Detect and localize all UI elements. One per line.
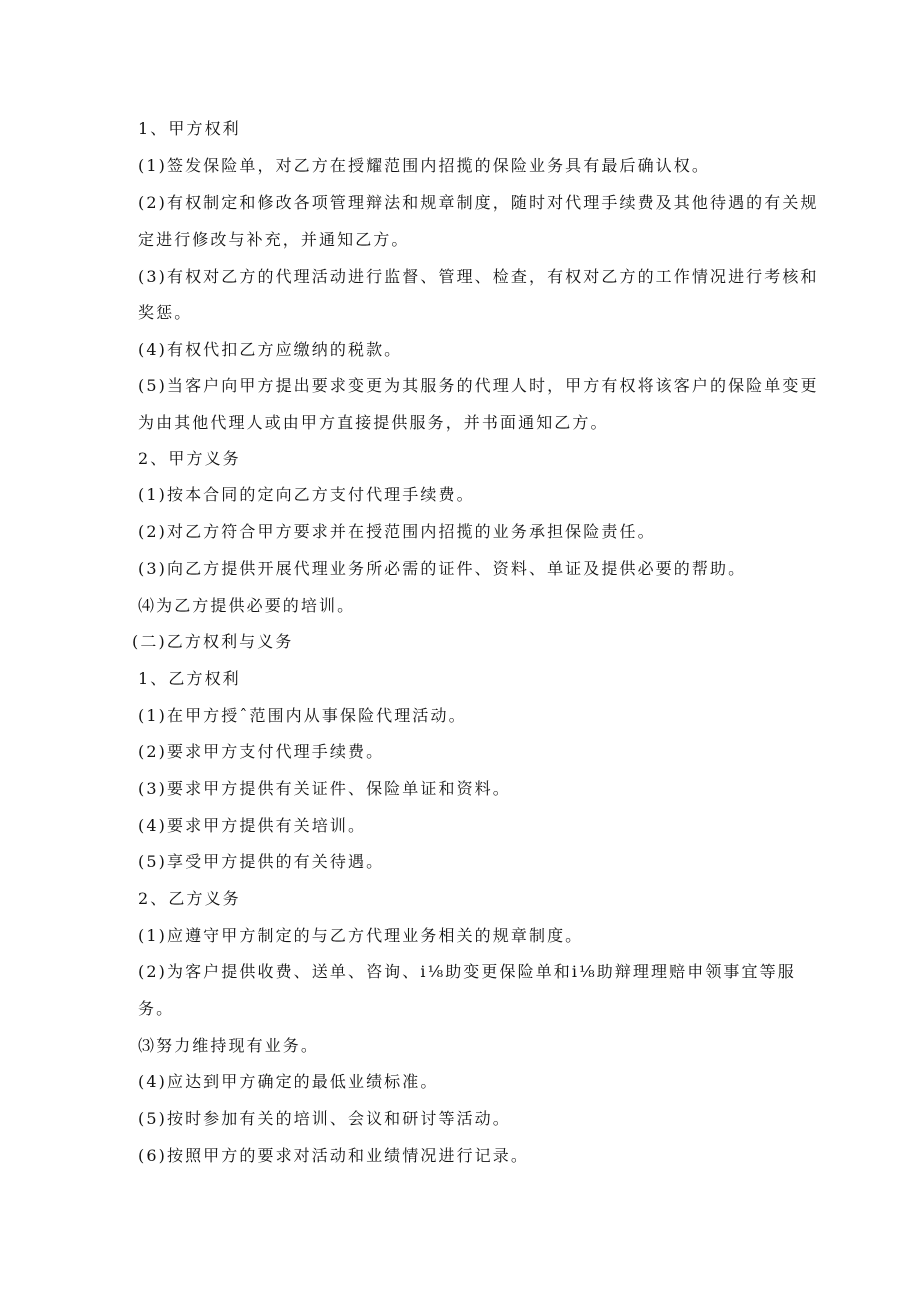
section-heading-party-a-rights: 1、甲方权利 <box>138 119 241 138</box>
paragraph-line: (2)有权制定和修改各项管理辩法和规章制度，随时对代理手续费及其他待遇的有关规 <box>138 193 819 212</box>
paragraph-line: (6)按照甲方的要求对活动和业绩情况进行记录。 <box>138 1146 529 1165</box>
paragraph-line: ⑶努力维持现有业务。 <box>138 1036 320 1055</box>
paragraph-line: (2)为客户提供收费、送单、咨询、i⅛助变更保险单和i⅛助辩理理赔申领事宜等服 <box>138 962 796 981</box>
section-heading-party-b-obligations: 2、乙方义务 <box>138 889 241 908</box>
paragraph-line: 为由其他代理人或由甲方直接提供服务，并书面通知乙方。 <box>138 413 609 432</box>
section-heading-party-b: (二)乙方权利与义务 <box>132 632 294 651</box>
paragraph-line: (1)在甲方授ˆ范围内从事保险代理活动。 <box>138 706 467 725</box>
paragraph-line: (5)按时参加有关的培训、会议和研讨等活动。 <box>138 1109 511 1128</box>
paragraph-line: (1)应遵守甲方制定的与乙方代理业务相关的规章制度。 <box>138 926 584 945</box>
paragraph-line: (4)应达到甲方确定的最低业绩标准。 <box>138 1072 439 1091</box>
paragraph-line: (5)享受甲方提供的有关待遇。 <box>138 852 385 871</box>
paragraph-line: (3)向乙方提供开展代理业务所必需的证件、资料、单证及提供必要的帮助。 <box>138 559 747 578</box>
paragraph-line: (3)有权对乙方的代理活动进行监督、管理、检查，有权对乙方的工作情况进行考核和 <box>138 267 819 286</box>
paragraph-line: (5)当客户向甲方提出要求变更为其服务的代理人时，甲方有权将该客户的保险单变更 <box>138 376 819 395</box>
paragraph-line: (1)按本合同的定向乙方支付代理手续费。 <box>138 485 475 504</box>
paragraph-line: (2)要求甲方支付代理手续费。 <box>138 742 385 761</box>
paragraph-line: (4)有权代扣乙方应缴纳的税款。 <box>138 340 403 359</box>
paragraph-line: 务。 <box>138 999 175 1018</box>
paragraph-line: 奖惩。 <box>138 303 193 322</box>
paragraph-line: (2)对乙方符合甲方要求并在授范围内招揽的业务承担保险责任。 <box>138 522 656 541</box>
paragraph-line: ⑷为乙方提供必要的培训。 <box>138 596 356 615</box>
paragraph-line: (4)要求甲方提供有关培训。 <box>138 816 367 835</box>
paragraph-line: (1)签发保险单，对乙方在授耀范围内招揽的保险业务具有最后确认权。 <box>138 156 710 175</box>
section-heading-party-b-rights: 1、乙方权利 <box>138 669 241 688</box>
paragraph-line: (3)要求甲方提供有关证件、保险单证和资料。 <box>138 779 511 798</box>
section-heading-party-a-obligations: 2、甲方义务 <box>138 449 241 468</box>
paragraph-line: 定进行修改与补充，并通知乙方。 <box>138 230 410 249</box>
